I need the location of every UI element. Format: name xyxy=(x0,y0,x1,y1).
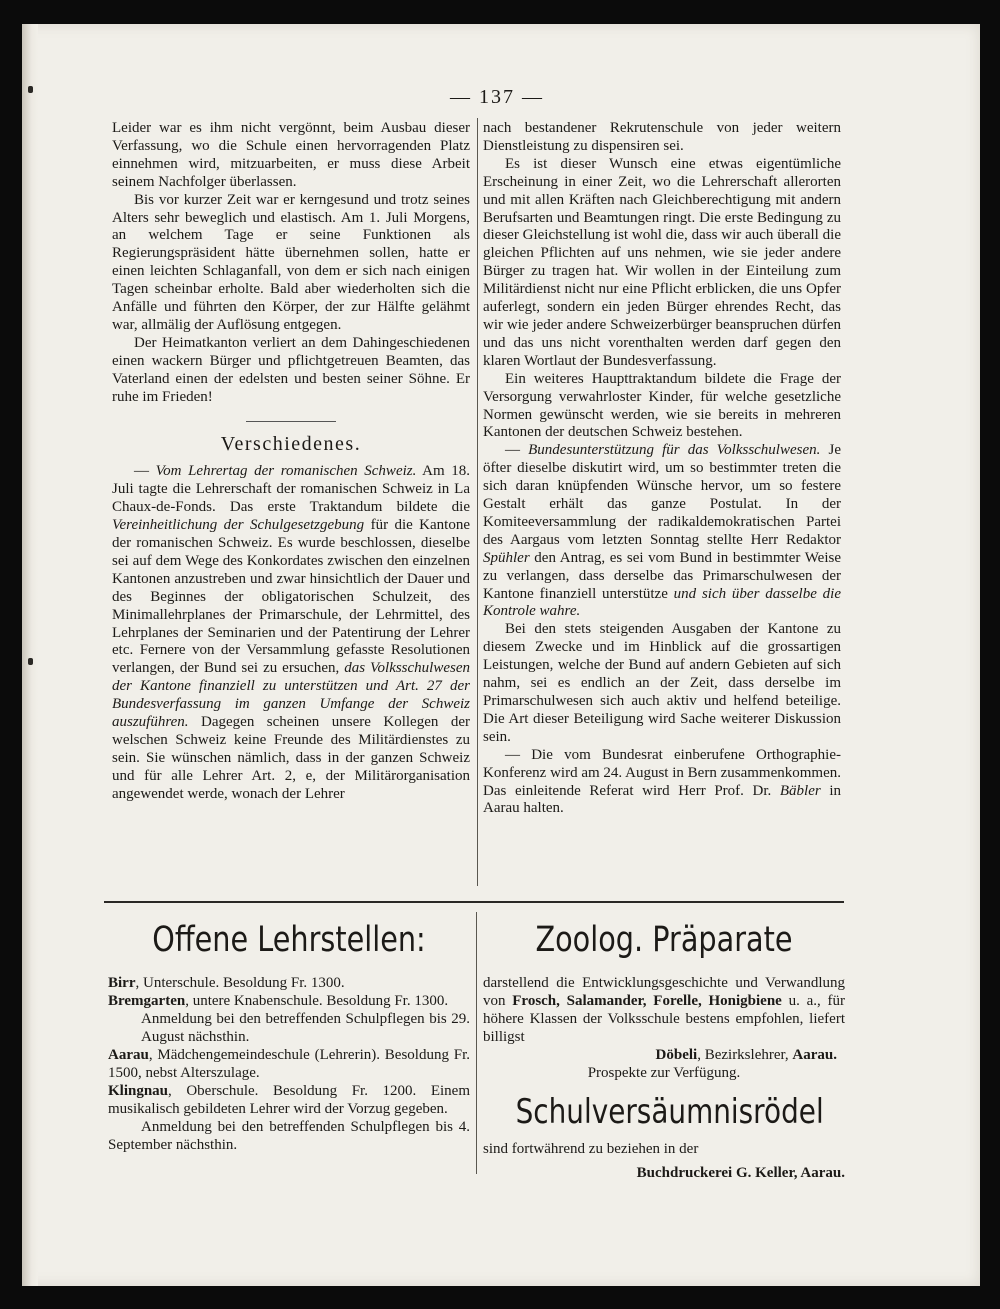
ad-title-absence-registers: Schulversäumnisrödel xyxy=(515,1092,824,1132)
right-column xyxy=(483,120,841,818)
bold-run: Frosch, Salamander, Forelle, Honigbiene xyxy=(512,993,782,1009)
text-run: u. a., für höhere Klassen der Volksschule bestens empfohlen, liefert billigst xyxy=(483,993,846,1045)
place-name: Birr xyxy=(108,975,136,991)
page-binding xyxy=(22,24,38,1286)
right-paragraph-4 xyxy=(483,442,841,621)
dash: — xyxy=(505,442,529,459)
italic-run: Vereinheitlichung der Schulgesetzgebung xyxy=(112,517,365,534)
ad-entry xyxy=(108,1082,470,1118)
right-paragraph-6 xyxy=(483,747,841,819)
ad-note: Anmeldung bei den betreffenden Schulpflegen bis 29. August nächsthin. xyxy=(141,1011,470,1045)
right-paragraph-1: nach bestandener Rekrutenschule von jeder weitern Dienstleistung zu dispensiren sei. xyxy=(483,120,841,154)
ad-entry xyxy=(108,1046,470,1082)
signer-city: Aarau. xyxy=(792,1047,837,1063)
entry-text: , Mädchengemeindeschule (Lehrerin). Besoldung Fr. 1500, nebst Alterszulage. xyxy=(108,1047,470,1081)
text-run: — Die vom Bundesrat einberufene Orthographie-Konferenz wird am 24. August in Bern zusammenkommen. Das einleitende Referat wird Herr Prof. Dr. xyxy=(483,746,841,799)
advertisement-column-rule xyxy=(476,912,477,1174)
ad-zoological-specimens xyxy=(483,918,845,1182)
entry-text: , untere Knabenschule. Besoldung Fr. 1300. xyxy=(185,993,449,1009)
place-name: Klingnau xyxy=(108,1083,169,1099)
binding-hole xyxy=(28,658,33,665)
article-title: Bundesunterstützung für das Volksschulwesen. xyxy=(528,442,821,459)
text-run: den Antrag, es sei vom Bund in bestimmter Weise zu verlangen, dass derselbe das Primarschulwesen der Kantone finanziell unterstütze xyxy=(483,549,841,602)
place-name: Bremgarten xyxy=(108,993,186,1009)
advertisement-divider xyxy=(104,901,844,903)
text-run: Je öfter dieselbe diskutirt wird, um so bestimmter treten die sich daran knüpfenden Wünsche hervor, um so festere Gestalt erhält das ganze Postulat. In der Komiteeversammlung der radikaldemokratischen Partei des Aargaus vom letzten Sonntag stellte Herr Redaktor xyxy=(483,442,842,548)
left-paragraph-3: Der Heimatkanton verliert an dem Dahingeschiedenen einen wackern Bürger und pflichtgetreuen Beamten, das Vaterland einen der edelsten und besten seiner Söhne. Er ruhe im Frieden! xyxy=(112,334,470,405)
ad-title-open-positions: Offene Lehrstellen: xyxy=(152,920,426,960)
column-rule xyxy=(477,118,478,886)
ad-note: Anmeldung bei den betreffenden Schulpflegen bis 4. September nächsthin. xyxy=(108,1119,470,1153)
text-run: für die Kantone der romanischen Schweiz. Es wurde beschlossen, dieselbe sei auf dem Wege des Konkordates zwischen den einzelnen Kantonen anzustreben und zwar hinsichtlich der Dauer und des Beginnes der obligatorischen Schulzeit, des Minimallehrplanes der Primarschule, der Lehrmittel, des Lehrplanes der Seminarien und der Patentirung der Lehrer etc. Fernere von der Versammlung gefasste Resolutionen verlangen, der Bund sei zu ersuchen, xyxy=(112,517,470,677)
text-run: darstellend die Entwicklungsgeschichte und Verwandlung von xyxy=(483,975,845,1009)
left-column xyxy=(112,120,470,804)
right-paragraph-3: Ein weiteres Haupttraktandum bildete die Frage der Versorgung verwahrloster Kinder, für welche gesetzliche Normen gewünscht werden, wie sie bereits in mehreren Kantonen der deutschen Schweiz bestehen. xyxy=(483,370,841,441)
person-name: Bäbler xyxy=(779,782,821,799)
right-paragraph-5: Bei den stets steigenden Ausgaben der Kantone zu diesem Zwecke und im Hinblick auf die grossartigen Leistungen, welche der Bund auf andern Gebieten auf sich nahm, sei es endlich an der Zeit, dass derselbe im Primarschulwesen sich auch aktiv und helfend beteilige. Die Art dieser Beteiligung wird Sache weiterer Diskussion sein. xyxy=(483,621,841,745)
dash: — xyxy=(134,463,156,480)
text-run: in Aarau halten. xyxy=(483,782,842,817)
ad-signer xyxy=(483,1046,845,1064)
page-number: — 137 — xyxy=(450,86,544,108)
entry-text: , Unterschule. Besoldung Fr. 1300. xyxy=(135,975,345,991)
ad-open-positions xyxy=(108,918,470,1154)
entry-text: , Oberschule. Besoldung Fr. 1200. Einem musikalisch gebildeten Lehrer wird der Vorzug gegeben. xyxy=(108,1083,470,1117)
section-heading: Verschiedenes. xyxy=(220,432,362,455)
right-paragraph-2: Es ist dieser Wunsch eine etwas eigentümliche Erscheinung in einer Zeit, wo die Lehrerschaft allerorten und mit allen Kräften nach Gleichberechtigung mit andern Berufsarten und Beamtungen ringt. Die erste Bedingung zu dieser Gleichstellung ist wohl die, dass wir auch überall die gleichen Pflichten auf uns nehmen, wie sie jeder andere Bürger zu tragen hat. Wir wollen in der Einteilung zum Militärdienst nicht nur eine Pflicht erblicken, die uns Opfer auferlegt, sondern ein jeden Bürger ehrendes Recht, das wir wie jeder andere Schweizerbürger beanspruchen dürfen und das uns nicht vorenthalten werden darf gegen den klaren Wortlaut der Bundesverfassung. xyxy=(483,155,841,369)
left-paragraph-4 xyxy=(112,463,470,803)
ad-title-zoological: Zoolog. Präparate xyxy=(535,920,793,960)
italic-run: und sich über dasselbe die Kontrole wahre. xyxy=(483,585,842,620)
left-paragraph-1: Leider war es ihm nicht vergönnt, beim Ausbau dieser Verfassung, wo die Schule einen hervorragenden Platz einnehmen wird, mitzuarbeiten, er muss diese Arbeit seinem Nachfolger überlassen. xyxy=(112,120,470,190)
left-paragraph-2: Bis vor kurzer Zeit war er kerngesund und trotz seines Alters sehr beweglich und elastisch. Am 1. Juli Morgens, an welchem Tage er seine Funktionen als Regierungspräsident hätte übernehmen sollen, hatte er einen leichten Schlaganfall, von dem er sich nach einigen Tagen scheinbar erholte. Bald aber wiederholten sich die Anfälle und führten den Körper, der zur Hälfte gelähmt war, allmälig der Auflösung entgegen. xyxy=(112,191,470,333)
binding-hole xyxy=(28,86,33,93)
ad-prospekte: Prospekte zur Verfügung. xyxy=(587,1065,741,1081)
signer-name: Döbeli xyxy=(655,1047,698,1063)
text-run: Am 18. Juli tagte die Lehrerschaft der romanischen Schweiz in La Chaux-de-Fonds. Das erste Traktandum bildete die xyxy=(112,463,471,516)
section-divider xyxy=(246,421,336,422)
ad-entry xyxy=(108,974,470,992)
ad-text xyxy=(483,974,845,1046)
person-name: Spühler xyxy=(483,549,530,566)
text-run: Dagegen scheinen unsere Kollegen der welschen Schweiz keine Freunde des Militärdienstes zu sein. Sie wünschen nämlich, dass in der ganzen Schweiz und für alle Lehrer Art. 2, e, der Militärorganisation angewendet werde, wonach der Lehrer xyxy=(112,714,470,802)
ad-printer: Buchdruckerei G. Keller, Aarau. xyxy=(636,1165,845,1181)
ad-entry xyxy=(108,992,470,1010)
text-run: , Bezirkslehrer, xyxy=(697,1047,793,1063)
ad-text-2: sind fortwährend zu beziehen in der xyxy=(483,1141,699,1157)
place-name: Aarau xyxy=(108,1047,149,1063)
article-title: Vom Lehrertag der romanischen Schweiz. xyxy=(155,463,417,480)
italic-run: das Volksschulwesen der Kantone finanziell zu unterstützen und Art. 27 der Bundesverfassung im ganzen Umfange der Schweiz auszuführen. xyxy=(112,660,471,731)
